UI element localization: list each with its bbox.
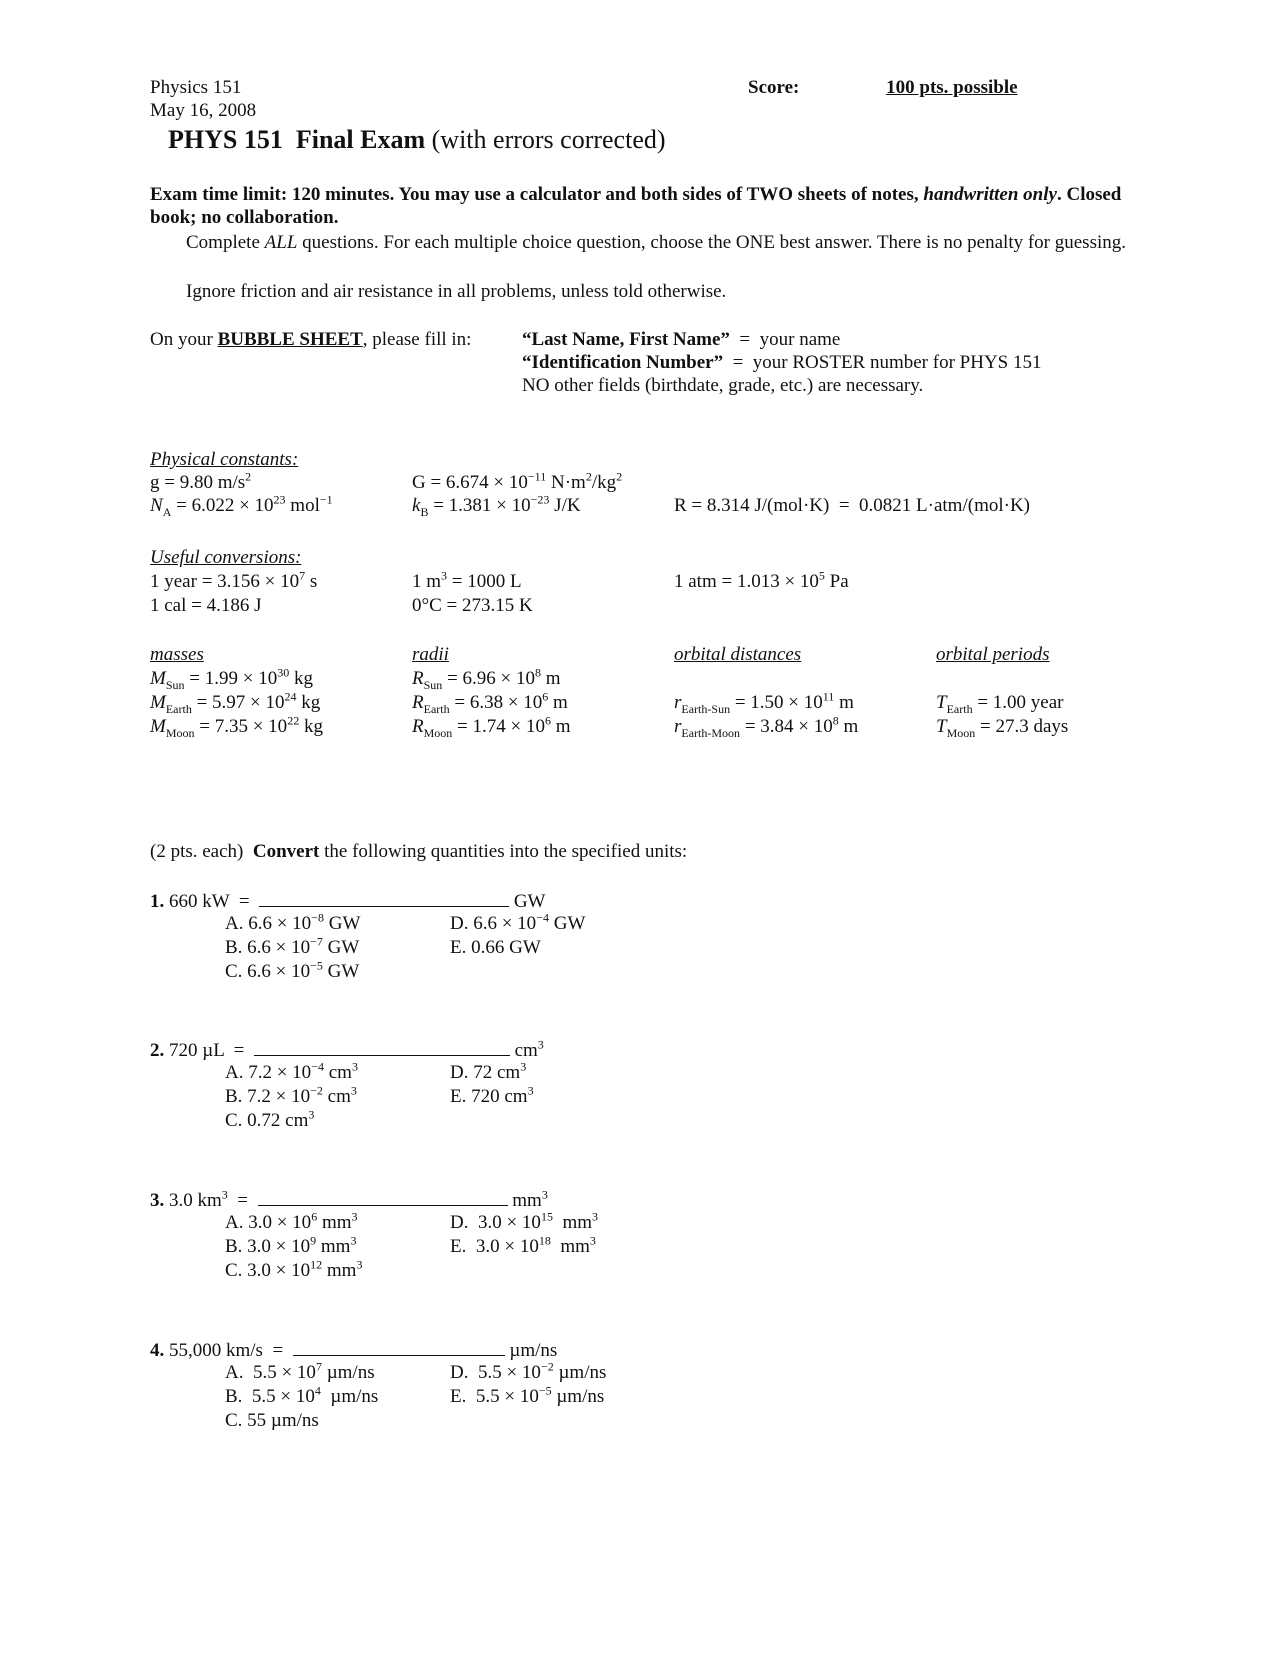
unit: m <box>838 716 859 737</box>
const-kB: $k_B = 1.381 \times 10^{-23}$ J/K <box>412 492 581 519</box>
q-lhs: 720 µL = <box>164 1040 254 1061</box>
conv-m3-rest: = 1000 L <box>447 571 522 592</box>
q1-option-c <box>225 960 359 983</box>
sub: Moon <box>423 725 453 740</box>
time-limit-instructions <box>150 183 1130 229</box>
const-NA-value: = 6.022 × 10 <box>171 495 274 516</box>
sub: Earth <box>165 701 192 716</box>
q2-option-a <box>225 1061 358 1084</box>
opt-unit: cm <box>323 1062 352 1083</box>
sup: −1 <box>319 492 333 507</box>
sup: −8 <box>311 910 324 925</box>
sup: 6 <box>542 689 549 704</box>
answer-blank[interactable] <box>258 1187 508 1206</box>
constants-heading: Physical constants: <box>150 449 299 470</box>
sym: r <box>674 692 682 713</box>
answer-blank[interactable] <box>259 888 509 907</box>
complete-b: questions. For each multiple choice question, choose the ONE best answer. There is no penalty for guessing. <box>297 232 1126 253</box>
complete-instructions <box>150 231 1130 254</box>
opt: B. 5.5 × 10 <box>225 1386 315 1407</box>
question-1 <box>150 888 545 913</box>
conv-celsius: 0°C = 273.15 K <box>412 595 533 616</box>
q-unit: GW <box>513 891 546 912</box>
val: = 27.3 days <box>975 716 1069 737</box>
const-NA-symbol: N <box>150 495 163 516</box>
opt: A. 3.0 × 10 <box>225 1212 312 1233</box>
opt: D. 6.6 × 10 <box>450 913 537 934</box>
q4-option-e <box>450 1385 604 1408</box>
sup: 3 <box>527 1083 534 1098</box>
sub: Moon <box>946 725 976 740</box>
opt-unit: mm <box>322 1260 357 1281</box>
sup: 22 <box>287 713 300 728</box>
opt-unit: GW <box>322 961 360 982</box>
field-name-label: “Last Name, First Name” <box>522 329 730 350</box>
sup: 4 <box>314 1383 321 1398</box>
q-lhs: 55,000 km/s = <box>164 1340 293 1361</box>
const-kB-symbol: k <box>412 495 421 516</box>
sup: 3 <box>356 1257 363 1272</box>
answer-blank[interactable] <box>293 1337 505 1356</box>
conv-m3 <box>412 570 522 593</box>
val: = 1.99 × 10 <box>184 668 278 689</box>
q-lhs: 660 kW = <box>164 891 260 912</box>
sup: 3 <box>589 1233 596 1248</box>
sup: 11 <box>822 689 835 704</box>
radius-sun <box>412 667 561 690</box>
val: = 5.97 × 10 <box>191 692 285 713</box>
opt: D. 3.0 × 10 <box>450 1212 541 1233</box>
sup: −5 <box>310 958 323 973</box>
sym: T <box>936 692 947 713</box>
sym: r <box>674 716 682 737</box>
opt: C. 3.0 × 10 <box>225 1260 311 1281</box>
sup: 3 <box>592 1209 598 1224</box>
sup: −2 <box>310 1083 323 1098</box>
conv-atm <box>674 570 849 593</box>
sub: Earth-Sun <box>681 701 731 716</box>
const-G-units: N·m <box>546 472 586 493</box>
mass-moon <box>150 715 323 738</box>
mass-sun <box>150 667 313 690</box>
opt: E. 3.0 × 10 <box>450 1236 539 1257</box>
bubble-field-id <box>522 351 1042 374</box>
val: = 1.00 year <box>972 692 1064 713</box>
mass-earth <box>150 691 320 714</box>
closed-book-text: . Closed book; no collaboration. <box>150 184 1122 228</box>
field-id-label: “Identification Number” <box>522 352 724 373</box>
q3-option-d <box>450 1211 598 1234</box>
radius-earth <box>412 691 568 714</box>
unit: kg <box>289 668 313 689</box>
conv-year-text: 1 year = 3.156 × 10 <box>150 571 300 592</box>
q4-option-d <box>450 1361 606 1384</box>
opt-unit: GW <box>322 937 360 958</box>
conv-year-unit: s <box>305 571 318 592</box>
opt-unit: mm <box>316 1236 351 1257</box>
const-G-units2: /kg <box>591 472 617 493</box>
opt-unit: mm <box>552 1212 592 1233</box>
opt: B. 6.6 × 10 <box>225 937 311 958</box>
sup: 6 <box>544 713 551 728</box>
opt-unit: GW <box>323 913 361 934</box>
val: = 1.74 × 10 <box>452 716 545 737</box>
sup: 3 <box>351 1059 358 1074</box>
conv-atm-unit: Pa <box>824 571 849 592</box>
sub: Moon <box>165 725 195 740</box>
sup: 2 <box>585 469 592 484</box>
question-2 <box>150 1037 544 1062</box>
q-num: 1. <box>150 891 165 912</box>
const-kB-units: J/K <box>549 495 581 516</box>
sup: 8 <box>534 665 541 680</box>
question-4 <box>150 1337 557 1362</box>
time-limit-text: Exam time limit: 120 minutes. You may use a calculator and both sides of TWO sheets of notes, <box>150 184 919 205</box>
opt: C. 6.6 × 10 <box>225 961 311 982</box>
val: = 6.96 × 10 <box>442 668 535 689</box>
opt-unit: GW <box>548 913 586 934</box>
opt-unit: mm <box>317 1212 352 1233</box>
handwritten-only: handwritten only <box>923 184 1057 205</box>
orbital-periods-heading: orbital periods <box>936 644 1050 665</box>
q1-option-d <box>450 912 585 935</box>
sup: 2 <box>245 469 252 484</box>
ignore-friction-note: Ignore friction and air resistance in all problems, unless told otherwise. <box>186 281 727 302</box>
opt-unit: µm/ns <box>321 1362 375 1383</box>
q4-option-c: C. 55 µm/ns <box>225 1410 319 1431</box>
const-G <box>412 471 622 494</box>
complete-a: Complete <box>186 232 265 253</box>
const-g-text: g = 9.80 m/s <box>150 472 246 493</box>
sup: −4 <box>311 1059 324 1074</box>
bubble-lead-a: On your <box>150 329 218 350</box>
sup: 7 <box>299 568 306 583</box>
sub: Earth <box>423 701 450 716</box>
q4-option-a <box>225 1361 375 1384</box>
course-name: Physics 151 <box>150 77 242 98</box>
sup: 18 <box>538 1233 551 1248</box>
score-label <box>748 76 1104 99</box>
conv-year <box>150 570 317 593</box>
opt: B. 7.2 × 10 <box>225 1086 311 1107</box>
const-NA-units: mol <box>285 495 320 516</box>
sup: −5 <box>538 1383 552 1398</box>
sub: Earth-Moon <box>681 725 741 740</box>
q2-option-d <box>450 1061 526 1084</box>
sup: 3 <box>441 568 448 583</box>
radius-moon <box>412 715 571 738</box>
sup: 30 <box>277 665 290 680</box>
title-note: (with errors corrected) <box>431 125 666 154</box>
const-G-text: G = 6.674 × 10 <box>412 472 528 493</box>
bubble-other-fields: NO other fields (birthdate, grade, etc.) are necessary. <box>522 375 924 396</box>
sub: Sun <box>423 677 443 692</box>
opt: D. 72 cm <box>450 1062 521 1083</box>
const-NA: $N_A = 6.022 \times 10^{23}$ mol$^{-1}$ <box>150 492 333 519</box>
q-unit: mm <box>512 1190 542 1211</box>
opt: A. 7.2 × 10 <box>225 1062 312 1083</box>
sup: 15 <box>540 1209 553 1224</box>
const-R: R = 8.314 J/(mol·K) = 0.0821 L·atm/(mol·K) <box>674 495 1030 516</box>
q3-option-b <box>225 1235 356 1258</box>
sup: 3 <box>520 1059 527 1074</box>
q2-option-b <box>225 1085 357 1108</box>
period-earth <box>936 691 1064 714</box>
sup: 3 <box>221 1187 228 1202</box>
val: = 6.38 × 10 <box>449 692 543 713</box>
unit: m <box>548 692 568 713</box>
sup: 12 <box>310 1257 323 1272</box>
sup: 3 <box>308 1107 315 1122</box>
q-num: 3. <box>150 1190 165 1211</box>
complete-all: ALL <box>264 232 298 253</box>
unit: m <box>550 716 571 737</box>
field-id-value: = your ROSTER number for PHYS 151 <box>723 352 1042 373</box>
unit: m <box>540 668 561 689</box>
sym: R <box>412 668 424 689</box>
opt-unit: µm/ns <box>320 1386 379 1407</box>
sup: 3 <box>537 1037 544 1052</box>
const-kB-value: = 1.381 × 10 <box>428 495 531 516</box>
sup: 2 <box>616 469 623 484</box>
q2-option-c <box>225 1109 314 1132</box>
val: = 1.50 × 10 <box>730 692 823 713</box>
sym: R <box>412 692 424 713</box>
sym: M <box>150 716 166 737</box>
sym: T <box>936 716 947 737</box>
section-rest: the following quantities into the specified units: <box>319 841 688 862</box>
opt: D. 5.5 × 10 <box>450 1362 541 1383</box>
unit: kg <box>299 716 323 737</box>
q4-option-b <box>225 1385 378 1408</box>
opt: A. 5.5 × 10 <box>225 1362 316 1383</box>
conv-atm-text: 1 atm = 1.013 × 10 <box>674 571 819 592</box>
section-pts: (2 pts. each) <box>150 841 253 862</box>
opt: E. 5.5 × 10 <box>450 1386 539 1407</box>
q-unit: cm <box>514 1040 538 1061</box>
q2-option-e <box>450 1085 534 1108</box>
section-header <box>150 840 687 863</box>
bubble-sheet-label: BUBBLE SHEET <box>217 329 363 350</box>
val: = 3.84 × 10 <box>740 716 833 737</box>
opt: C. 0.72 cm <box>225 1110 309 1131</box>
q3-option-a <box>225 1211 358 1234</box>
question-3 <box>150 1187 548 1212</box>
sup: 3 <box>350 1083 357 1098</box>
sup: 23 <box>273 492 286 507</box>
radii-heading: radii <box>412 644 449 665</box>
sup: 7 <box>315 1359 322 1374</box>
q3-option-c <box>225 1259 362 1282</box>
conv-cal: 1 cal = 4.186 J <box>150 595 262 616</box>
bubble-sheet-lead <box>150 328 471 351</box>
opt-unit: µm/ns <box>551 1386 605 1407</box>
section-convert: Convert <box>252 841 320 862</box>
opt: A. 6.6 × 10 <box>225 913 312 934</box>
q-num: 4. <box>150 1340 165 1361</box>
sup: 5 <box>818 568 825 583</box>
opt-unit: cm <box>322 1086 351 1107</box>
sup: 9 <box>310 1233 317 1248</box>
orbital-distances-heading: orbital distances <box>674 644 802 665</box>
val: = 7.35 × 10 <box>194 716 288 737</box>
q-lhs: 3.0 km <box>164 1190 222 1211</box>
sub: Sun <box>165 677 185 692</box>
sup: −23 <box>530 492 550 507</box>
period-moon <box>936 715 1068 738</box>
const-g <box>150 471 251 494</box>
sup: −7 <box>310 934 323 949</box>
opt-unit: mm <box>550 1236 590 1257</box>
conversions-heading: Useful conversions: <box>150 547 302 568</box>
score-value: 100 pts. possible <box>886 77 1018 98</box>
q3-option-e <box>450 1235 596 1258</box>
unit: kg <box>296 692 321 713</box>
opt-unit: µm/ns <box>553 1362 607 1383</box>
distance-earth-sun <box>674 691 854 714</box>
distance-earth-moon <box>674 715 858 738</box>
sym: R <box>412 716 424 737</box>
field-name-value: = your name <box>729 329 841 350</box>
answer-blank[interactable] <box>254 1037 510 1056</box>
opt: B. 3.0 × 10 <box>225 1236 311 1257</box>
sup: 3 <box>350 1233 357 1248</box>
q-unit: µm/ns <box>509 1340 558 1361</box>
unit: m <box>834 692 854 713</box>
sup: 8 <box>832 713 839 728</box>
title-main: PHYS 151 Final Exam <box>168 125 426 154</box>
sup: 24 <box>284 689 297 704</box>
sup: 6 <box>311 1209 318 1224</box>
q-num: 2. <box>150 1040 165 1061</box>
sup: −11 <box>527 469 547 484</box>
sub: Earth <box>946 701 973 716</box>
q-eq: = <box>227 1190 258 1211</box>
q1-option-b <box>225 936 359 959</box>
q1-option-a <box>225 912 360 935</box>
exam-date: May 16, 2008 <box>150 100 257 121</box>
sym: M <box>150 692 166 713</box>
sup: 3 <box>351 1209 358 1224</box>
page-title <box>168 125 666 155</box>
score-label-text: Score: <box>748 77 800 98</box>
conv-m3-text: 1 m <box>412 571 442 592</box>
sup: 3 <box>541 1187 548 1202</box>
sup: −4 <box>536 910 549 925</box>
sup: −2 <box>540 1359 554 1374</box>
bubble-field-name <box>522 328 840 351</box>
q1-option-e: E. 0.66 GW <box>450 937 541 958</box>
bubble-lead-c: , please fill in: <box>362 329 472 350</box>
opt: E. 720 cm <box>450 1086 528 1107</box>
sym: M <box>150 668 166 689</box>
masses-heading: masses <box>150 644 204 665</box>
